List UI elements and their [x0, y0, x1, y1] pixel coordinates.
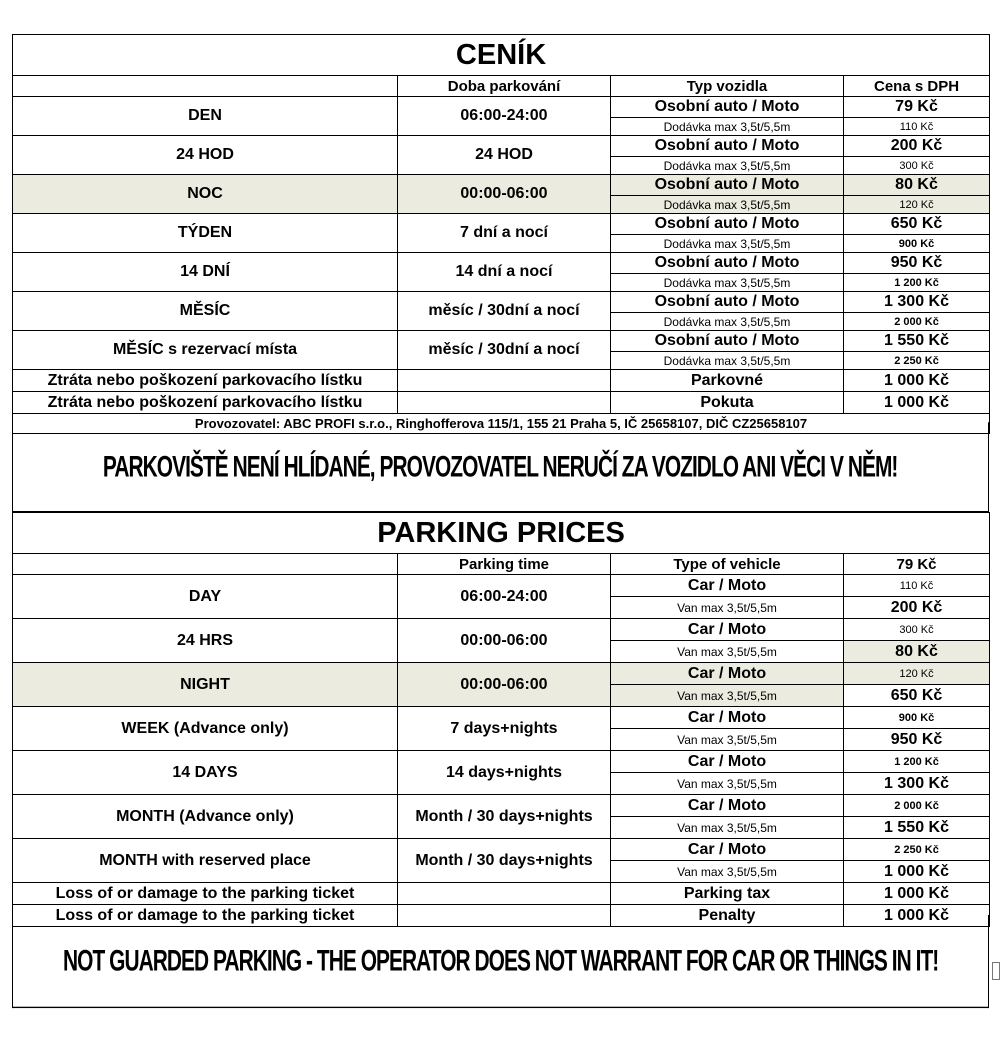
period-name: 14 DNÍ	[13, 253, 398, 292]
table-row	[13, 575, 990, 597]
period-name: DEN	[13, 97, 398, 136]
cz-rows	[13, 97, 990, 370]
price-car: 1 300 Kč	[844, 292, 990, 313]
period-name: 24 HRS	[13, 619, 398, 663]
table-row	[13, 175, 990, 196]
vehicle-car: Car / Moto	[611, 751, 844, 773]
price-van: 950 Kč	[844, 729, 990, 751]
period-name: MĚSÍC	[13, 292, 398, 331]
loss-empty	[398, 392, 611, 414]
vehicle-car: Car / Moto	[611, 575, 844, 597]
vehicle-van: Van max 3,5t/5,5m	[611, 773, 844, 795]
price-car: 950 Kč	[844, 253, 990, 274]
table-row	[13, 619, 990, 641]
price-van: 2 000 Kč	[844, 313, 990, 331]
period-time: 7 dní a nocí	[398, 214, 611, 253]
vehicle-van: Dodávka max 3,5t/5,5m	[611, 157, 844, 175]
table-row	[13, 751, 990, 773]
vehicle-car: Osobní auto / Moto	[611, 331, 844, 352]
period-time: 24 HOD	[398, 136, 611, 175]
period-time: 7 days+nights	[398, 707, 611, 751]
en-title: PARKING PRICES	[13, 513, 990, 554]
period-name: WEEK (Advance only)	[13, 707, 398, 751]
period-time: 14 days+nights	[398, 751, 611, 795]
table-row	[13, 97, 990, 118]
loss-name: Ztráta nebo poškození parkovacího lístku	[13, 392, 398, 414]
period-name: NOC	[13, 175, 398, 214]
vehicle-van: Van max 3,5t/5,5m	[611, 861, 844, 883]
english-price-table	[12, 512, 990, 927]
vehicle-van: Dodávka max 3,5t/5,5m	[611, 274, 844, 292]
period-time: 06:00-24:00	[398, 97, 611, 136]
loss-item: Pokuta	[611, 392, 844, 414]
vehicle-car: Osobní auto / Moto	[611, 97, 844, 118]
loss-item: Penalty	[611, 905, 844, 927]
loss-name: Loss of or damage to the parking ticket	[13, 883, 398, 905]
vehicle-van: Van max 3,5t/5,5m	[611, 685, 844, 707]
period-name: MĚSÍC s rezervací místa	[13, 331, 398, 370]
price-van: 650 Kč	[844, 685, 990, 707]
period-time: 14 dní a nocí	[398, 253, 611, 292]
table-row	[13, 253, 990, 274]
price-van: 2 250 Kč	[844, 352, 990, 370]
price-car: 900 Kč	[844, 707, 990, 729]
period-name: MONTH (Advance only)	[13, 795, 398, 839]
table-row	[13, 663, 990, 685]
period-time: 00:00-06:00	[398, 663, 611, 707]
loss-name: Ztráta nebo poškození parkovacího lístku	[13, 370, 398, 392]
price-van: 300 Kč	[844, 157, 990, 175]
cz-title: CENÍK	[13, 35, 990, 76]
cz-warning	[12, 422, 989, 512]
vehicle-van: Dodávka max 3,5t/5,5m	[611, 235, 844, 253]
czech-price-table	[12, 34, 990, 434]
cz-header-price: Cena s DPH	[844, 76, 990, 97]
price-car: 1 200 Kč	[844, 751, 990, 773]
table-row	[13, 707, 990, 729]
vehicle-car: Car / Moto	[611, 663, 844, 685]
period-name: MONTH with reserved place	[13, 839, 398, 883]
cz-header-period: Doba parkování	[398, 76, 611, 97]
en-warning-text: NOT GUARDED PARKING - THE OPERATOR DOES NOT WARRANT FOR CAR OR THINGS IN IT!	[62, 943, 939, 978]
table-row	[13, 292, 990, 313]
table-row	[13, 839, 990, 861]
vehicle-van: Dodávka max 3,5t/5,5m	[611, 196, 844, 214]
price-car: 1 550 Kč	[844, 331, 990, 352]
period-name: 14 DAYS	[13, 751, 398, 795]
operator-info: Provozovatel: ABC PROFI s.r.o., Ringhofferova 115/1, 155 21 Praha 5, IČ 25658107, DIČ CZ25658107	[13, 414, 990, 434]
period-time: 00:00-06:00	[398, 619, 611, 663]
price-van: 1 550 Kč	[844, 817, 990, 839]
period-time: měsíc / 30dní a nocí	[398, 331, 611, 370]
vehicle-van: Dodávka max 3,5t/5,5m	[611, 118, 844, 136]
table-row	[13, 370, 990, 392]
loss-price: 1 000 Kč	[844, 392, 990, 414]
vehicle-van: Van max 3,5t/5,5m	[611, 641, 844, 663]
table-row	[13, 795, 990, 817]
price-van: 80 Kč	[844, 641, 990, 663]
vehicle-van: Dodávka max 3,5t/5,5m	[611, 313, 844, 331]
period-name: DAY	[13, 575, 398, 619]
table-row	[13, 392, 990, 414]
vehicle-car: Car / Moto	[611, 707, 844, 729]
table-row	[13, 214, 990, 235]
price-car: 80 Kč	[844, 175, 990, 196]
en-header-period: Parking time	[398, 554, 611, 575]
price-car: 120 Kč	[844, 663, 990, 685]
period-time: Month / 30 days+nights	[398, 795, 611, 839]
table-row	[13, 331, 990, 352]
period-name: TÝDEN	[13, 214, 398, 253]
price-car: 200 Kč	[844, 136, 990, 157]
table-row	[13, 883, 990, 905]
en-header-price: 79 Kč	[844, 554, 990, 575]
price-van: 1 200 Kč	[844, 274, 990, 292]
loss-price: 1 000 Kč	[844, 883, 990, 905]
vehicle-car: Osobní auto / Moto	[611, 292, 844, 313]
loss-name: Loss of or damage to the parking ticket	[13, 905, 398, 927]
price-van: 900 Kč	[844, 235, 990, 253]
vehicle-car: Osobní auto / Moto	[611, 136, 844, 157]
price-van: 110 Kč	[844, 118, 990, 136]
price-car: 79 Kč	[844, 97, 990, 118]
loss-item: Parkovné	[611, 370, 844, 392]
table-row	[13, 136, 990, 157]
cz-warning-text: PARKOVIŠTĚ NENÍ HLÍDANÉ, PROVOZOVATEL NERUČÍ ZA VOZIDLO ANI VĚCI V NĚM!	[103, 449, 898, 484]
price-car: 300 Kč	[844, 619, 990, 641]
price-list-sheet	[12, 34, 989, 996]
en-warning	[12, 915, 989, 1008]
price-car: 2 000 Kč	[844, 795, 990, 817]
cz-header-empty	[13, 76, 398, 97]
en-header-vehicle: Type of vehicle	[611, 554, 844, 575]
period-time: měsíc / 30dní a nocí	[398, 292, 611, 331]
vehicle-van: Van max 3,5t/5,5m	[611, 817, 844, 839]
vehicle-car: Car / Moto	[611, 795, 844, 817]
stray-glyph-box	[992, 962, 1000, 980]
price-van: 200 Kč	[844, 597, 990, 619]
period-time: 00:00-06:00	[398, 175, 611, 214]
vehicle-van: Van max 3,5t/5,5m	[611, 729, 844, 751]
period-name: NIGHT	[13, 663, 398, 707]
vehicle-car: Car / Moto	[611, 839, 844, 861]
price-car: 110 Kč	[844, 575, 990, 597]
price-van: 120 Kč	[844, 196, 990, 214]
period-time: 06:00-24:00	[398, 575, 611, 619]
period-time: Month / 30 days+nights	[398, 839, 611, 883]
price-van: 1 300 Kč	[844, 773, 990, 795]
vehicle-car: Car / Moto	[611, 619, 844, 641]
loss-empty	[398, 883, 611, 905]
loss-price: 1 000 Kč	[844, 370, 990, 392]
vehicle-car: Osobní auto / Moto	[611, 214, 844, 235]
loss-price: 1 000 Kč	[844, 905, 990, 927]
en-header-empty	[13, 554, 398, 575]
price-car: 650 Kč	[844, 214, 990, 235]
vehicle-car: Osobní auto / Moto	[611, 175, 844, 196]
vehicle-van: Van max 3,5t/5,5m	[611, 597, 844, 619]
vehicle-van: Dodávka max 3,5t/5,5m	[611, 352, 844, 370]
loss-item: Parking tax	[611, 883, 844, 905]
loss-empty	[398, 370, 611, 392]
cz-header-vehicle: Typ vozidla	[611, 76, 844, 97]
vehicle-car: Osobní auto / Moto	[611, 253, 844, 274]
price-van: 1 000 Kč	[844, 861, 990, 883]
period-name: 24 HOD	[13, 136, 398, 175]
cz-loss-rows	[13, 370, 990, 414]
price-car: 2 250 Kč	[844, 839, 990, 861]
en-rows	[13, 575, 990, 883]
